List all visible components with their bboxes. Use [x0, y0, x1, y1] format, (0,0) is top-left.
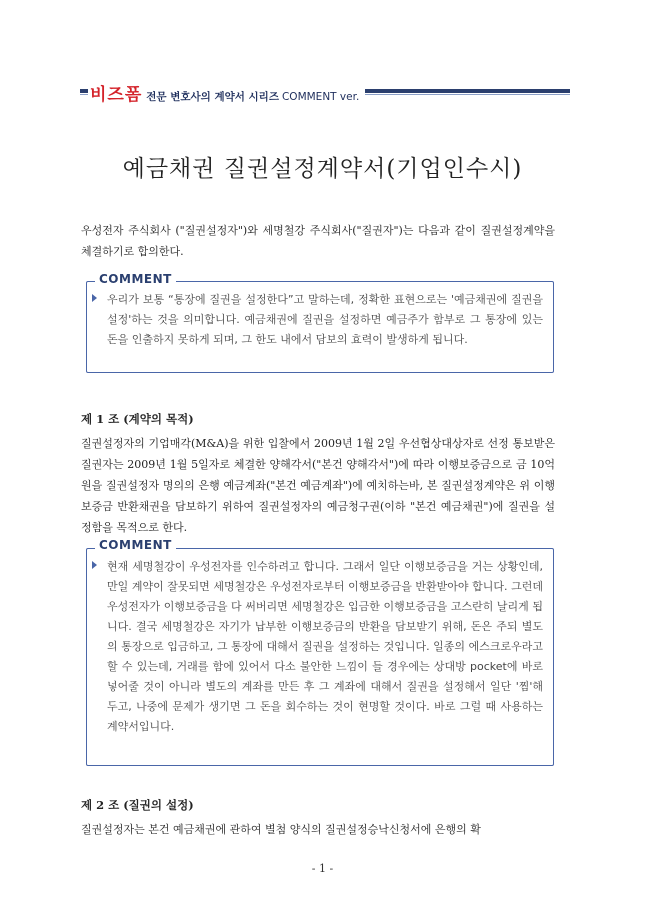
- comment-version: COMMENT ver.: [281, 91, 360, 103]
- comment-box-2: [86, 548, 554, 766]
- brand-logo: 비즈폼: [90, 85, 143, 105]
- comment-box-2-body: [87, 549, 553, 743]
- comment-box-2-text: 현재 세명철강이 우성전자를 인수하려고 합니다. 그래서 일단 이행보증금을 거는 상황인데, 만일 계약이 잘못되면 세명철강은 우성전자로부터 이행보증금을 반환받아야 합니다. 그런데 우성전자가 이행보증금을 다 써버리면 세명철강은 입금한 이행보증금을 고스란히 날리게 됩니다. 결국 세명철강은 자기가 납부한 이행보증금의 반환을 담보받기 위해, 돈은 주되 별도의 통장으로 입금하고, 그 통장에 대해서 질권을 설정하는 것입니다. 일종의 에스크로우라고 할 수 있는데, 거래를 함에 있어서 다소 불안한 느낌이 들 경우에는 상대방 pocket에 바로 넣어줄 것이 아니라 별도의 계좌를 만든 후 그 계좌에 대해서 질권을 설정해서 일단 '찜'해 두고, 나중에 문제가 생기면 그 돈을 회수하는 것이 현명할 것이다. 바로 그럴 때 사용하는 계약서입니다.: [107, 560, 543, 733]
- comment-label-2: COMMENT: [95, 538, 176, 552]
- comment-box-1: [86, 281, 554, 373]
- comment-label-1: COMMENT: [95, 272, 176, 286]
- page-number: - 1 -: [311, 862, 334, 875]
- bullet-icon: [92, 561, 97, 569]
- comment-box-1-body: [87, 282, 553, 356]
- bullet-icon: [92, 294, 97, 302]
- series-name: 전문 변호사의 계약서 시리즈: [146, 91, 279, 103]
- comment-box-1-text: 우리가 보통 “통장에 질권을 설정한다”고 말하는데, 정확한 표현으로는 '예금채권에 질권을 설정'하는 것을 의미합니다. 예금채권에 질권을 설정하면 예금주가 함부로 그 통장에 있는 돈을 인출하지 못하게 되며, 그 한도 내에서 담보의 효력이 발생하게 됩니다.: [107, 293, 543, 346]
- article-1-heading: 제 1 조 (계약의 목적): [81, 412, 194, 426]
- series-header: [80, 80, 570, 105]
- intro-paragraph: 우성전자 주식회사 ("질권설정자")와 세명철강 주식회사("질권자")는 다음과 같이 질권설정계약을 체결하기로 합의한다.: [81, 224, 555, 258]
- article-2-body: 질권설정자는 본건 예금채권에 관하여 별첨 양식의 질권설정승낙신청서에 은행의 확: [81, 823, 481, 836]
- header-text: [88, 80, 365, 105]
- article-1-body: 질권설정자의 기업매각(M&A)을 위한 입찰에서 2009년 1월 2일 우선협상대상자로 선정 통보받은 질권자는 2009년 1월 5일자로 체결한 양해각서("본건 양해각서")에 따라 이행보증금으로 금 10억원을 질권설정자 명의의 은행 예금계좌("본건 예금계좌")에 예치하는바, 본 질권설정계약은 위 이행보증금 반환채권을 담보하기 위하여 질권설정자의 예금청구권(이하 "본건 예금채권")에 질권을 설정함을 목적으로 한다.: [81, 437, 555, 534]
- document-title: 예금채권 질권설정계약서(기업인수시): [122, 156, 523, 182]
- article-2-heading: 제 2 조 (질권의 설정): [81, 798, 194, 812]
